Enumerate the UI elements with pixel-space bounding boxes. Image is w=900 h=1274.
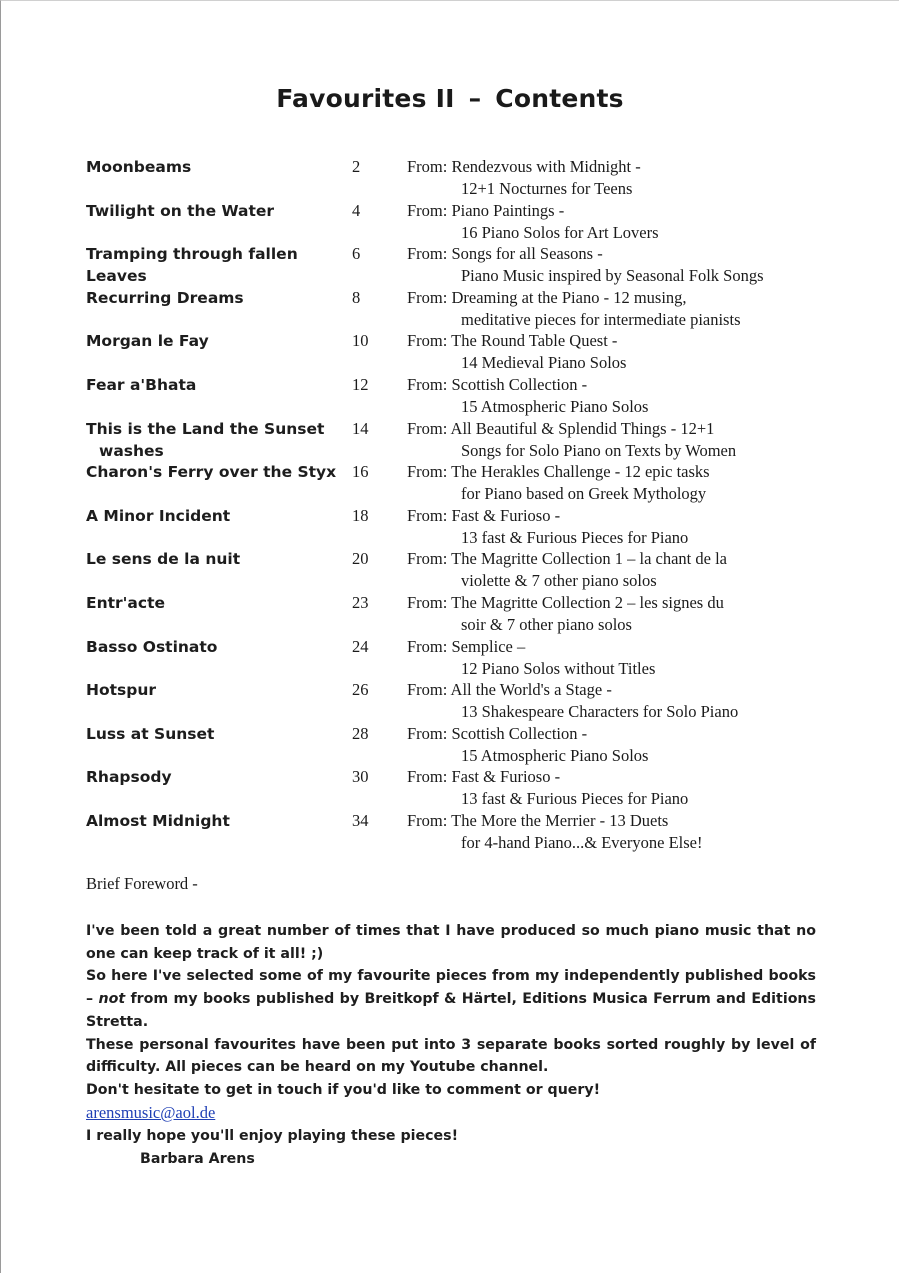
- source-line-1: From: The Magritte Collection 2 – les signes du: [407, 592, 724, 612]
- source-book: [407, 592, 724, 636]
- piece-title-line: Recurring Dreams: [86, 288, 244, 307]
- piece-title-continuation: washes: [99, 441, 164, 460]
- page-number: 28: [352, 723, 369, 743]
- piece-title: [86, 766, 348, 788]
- toc-row: [0, 501, 900, 545]
- toc-row: [0, 326, 900, 373]
- toc-row: [0, 675, 900, 722]
- foreword-p2-end: from my books published by Breitkopf & Härtel, Editions Musica Ferrum and Editions Stretta.: [86, 991, 816, 1030]
- piece-title-line: This is the Land the Sunset: [86, 419, 325, 438]
- toc-row: [0, 632, 900, 676]
- foreword-label: Brief Foreword -: [86, 874, 198, 893]
- toc-row: [0, 719, 900, 763]
- piece-title: [86, 505, 348, 527]
- piece-title: [86, 156, 348, 178]
- page-number: 8: [352, 287, 361, 307]
- page-number: 16: [352, 462, 369, 482]
- piece-title-line: Fear a'Bhata: [86, 375, 197, 394]
- source-line-1: From: The Magritte Collection 1 – la chant de la: [407, 549, 727, 569]
- page-title: [0, 84, 900, 113]
- page-number: 14: [352, 418, 369, 438]
- piece-title: [86, 723, 348, 745]
- source-line-1: From: Piano Paintings -: [407, 200, 565, 220]
- source-line-2: meditative pieces for intermediate pianists: [461, 309, 741, 329]
- source-line-2: 14 Medieval Piano Solos: [461, 353, 627, 373]
- source-line-1: From: Scottish Collection -: [407, 374, 588, 394]
- toc-row: [0, 414, 900, 458]
- toc-row: [0, 239, 900, 286]
- source-book: [407, 679, 738, 723]
- source-line-2: for Piano based on Greek Mythology: [461, 484, 707, 504]
- source-line-2: 16 Piano Solos for Art Lovers: [461, 222, 659, 242]
- piece-title-line: Luss at Sunset: [86, 724, 215, 743]
- piece-title: [86, 330, 348, 352]
- piece-title: [86, 374, 348, 396]
- page-number: 34: [352, 810, 369, 830]
- signature: Barbara Arens: [140, 1151, 255, 1168]
- source-line-2: 15 Atmospheric Piano Solos: [461, 396, 649, 416]
- piece-title-line: Charon's Ferry over the Styx: [86, 463, 337, 482]
- page-number: 12: [352, 374, 369, 394]
- source-book: [407, 461, 710, 505]
- piece-title: [86, 418, 348, 462]
- email-link[interactable]: arensmusic@aol.de: [86, 1102, 216, 1122]
- foreword-text: [86, 920, 816, 1171]
- page-number: 2: [352, 157, 361, 176]
- source-book: [407, 723, 648, 767]
- source-line-1: From: Semplice –: [407, 636, 526, 656]
- title-dash: –: [468, 84, 482, 113]
- piece-title-line: Twilight on the Water: [86, 201, 275, 220]
- source-book: [407, 636, 655, 680]
- source-book: [407, 548, 727, 592]
- piece-title-line: Morgan le Fay: [86, 332, 209, 351]
- source-line-1: From: All Beautiful & Splendid Things - 12+1: [407, 418, 715, 438]
- piece-title: [86, 548, 348, 570]
- piece-title-line: Rhapsody: [86, 768, 172, 787]
- toc-row: [0, 457, 900, 504]
- source-line-1: From: The More the Merrier - 13 Duets: [407, 810, 669, 830]
- piece-title: [86, 200, 348, 222]
- source-line-1: From: Fast & Furioso -: [407, 767, 561, 787]
- piece-title-line: Hotspur: [86, 681, 157, 700]
- toc-row: [0, 370, 900, 414]
- piece-title: [86, 592, 348, 614]
- toc-row: [0, 762, 900, 809]
- page-number: 26: [352, 680, 369, 700]
- source-line-1: From: The Herakles Challenge - 12 epic tasks: [407, 462, 710, 482]
- source-book: [407, 287, 741, 331]
- source-line-1: From: All the World's a Stage -: [407, 680, 612, 700]
- foreword-paragraph-5: I really hope you'll enjoy playing these pieces!: [86, 1128, 459, 1145]
- piece-title: [86, 243, 348, 287]
- page-number: 30: [352, 767, 369, 787]
- piece-title-line: A Minor Incident: [86, 506, 231, 525]
- foreword-paragraph-1: I've been told a great number of times that I have produced so much piano music that no one can keep track of it all! ;): [86, 923, 816, 962]
- piece-title: [86, 679, 348, 701]
- source-line-2: for 4-hand Piano...& Everyone Else!: [461, 832, 703, 852]
- page-number: 4: [352, 200, 361, 220]
- source-book: [407, 505, 688, 549]
- source-line-1: From: Songs for all Seasons -: [407, 244, 603, 264]
- piece-title-line: Tramping through fallen Leaves: [86, 245, 298, 286]
- foreword-paragraph-3: These personal favourites have been put into 3 separate books sorted roughly by level of difficulty. All pieces can be heard on my Youtube channel.: [86, 1036, 816, 1076]
- foreword-p2-start: So here I've selected some of my favourite pieces from my independently published books –: [86, 968, 816, 1008]
- source-line-2: 15 Atmospheric Piano Solos: [461, 745, 649, 765]
- piece-title-line: Entr'acte: [86, 593, 165, 612]
- page-number: 6: [352, 244, 361, 264]
- source-book: [407, 810, 702, 854]
- page-number: 23: [352, 592, 369, 612]
- toc-row: [0, 588, 900, 632]
- toc-row: [0, 544, 900, 591]
- source-line-2: 12+1 Nocturnes for Teens: [461, 179, 633, 198]
- source-line-1: From: The Round Table Quest -: [407, 331, 618, 351]
- foreword-p2-emphasis: not: [98, 991, 126, 1008]
- source-line-1: From: Fast & Furioso -: [407, 505, 561, 525]
- source-line-2: 13 fast & Furious Pieces for Piano: [461, 527, 689, 547]
- table-of-contents: [0, 152, 900, 850]
- page-number: 24: [352, 636, 369, 656]
- page-number: 18: [352, 505, 369, 525]
- source-line-2: 13 Shakespeare Characters for Solo Piano: [461, 702, 739, 722]
- source-line-2: 12 Piano Solos without Titles: [461, 658, 656, 678]
- piece-title-line: Le sens de la nuit: [86, 550, 241, 569]
- toc-row: [0, 806, 900, 850]
- source-line-2: Piano Music inspired by Seasonal Folk Songs: [461, 266, 764, 286]
- source-line-2: Songs for Solo Piano on Texts by Women: [461, 440, 737, 460]
- page-number: 20: [352, 549, 369, 569]
- source-book: [407, 330, 626, 374]
- source-book: [407, 156, 641, 200]
- piece-title: [86, 636, 348, 658]
- source-book: [407, 418, 736, 462]
- piece-title: [86, 810, 348, 832]
- source-book: [407, 243, 764, 287]
- piece-title: [86, 461, 348, 483]
- source-line-2: soir & 7 other piano solos: [461, 614, 632, 634]
- source-line-1: From: Rendezvous with Midnight -: [407, 157, 641, 176]
- toc-row: [0, 152, 900, 196]
- source-book: [407, 766, 688, 810]
- piece-title-line: Almost Midnight: [86, 811, 230, 830]
- piece-title-line: Basso Ostinato: [86, 637, 218, 656]
- toc-row: [0, 283, 900, 327]
- foreword-paragraph-4: Don't hesitate to get in touch if you'd like to comment or query!: [86, 1081, 601, 1098]
- source-line-2: violette & 7 other piano solos: [461, 571, 657, 591]
- piece-title-line: Moonbeams: [86, 158, 192, 176]
- source-line-1: From: Scottish Collection -: [407, 723, 588, 743]
- foreword-paragraph-2: [86, 965, 816, 1033]
- source-book: [407, 200, 659, 244]
- title-right: Contents: [495, 84, 624, 113]
- piece-title: [86, 287, 348, 309]
- page-number: 10: [352, 331, 369, 351]
- title-left: Favourites II: [276, 84, 455, 113]
- source-line-1: From: Dreaming at the Piano - 12 musing,: [407, 287, 687, 307]
- source-line-2: 13 fast & Furious Pieces for Piano: [461, 789, 689, 809]
- toc-row: [0, 196, 900, 240]
- source-book: [407, 374, 648, 418]
